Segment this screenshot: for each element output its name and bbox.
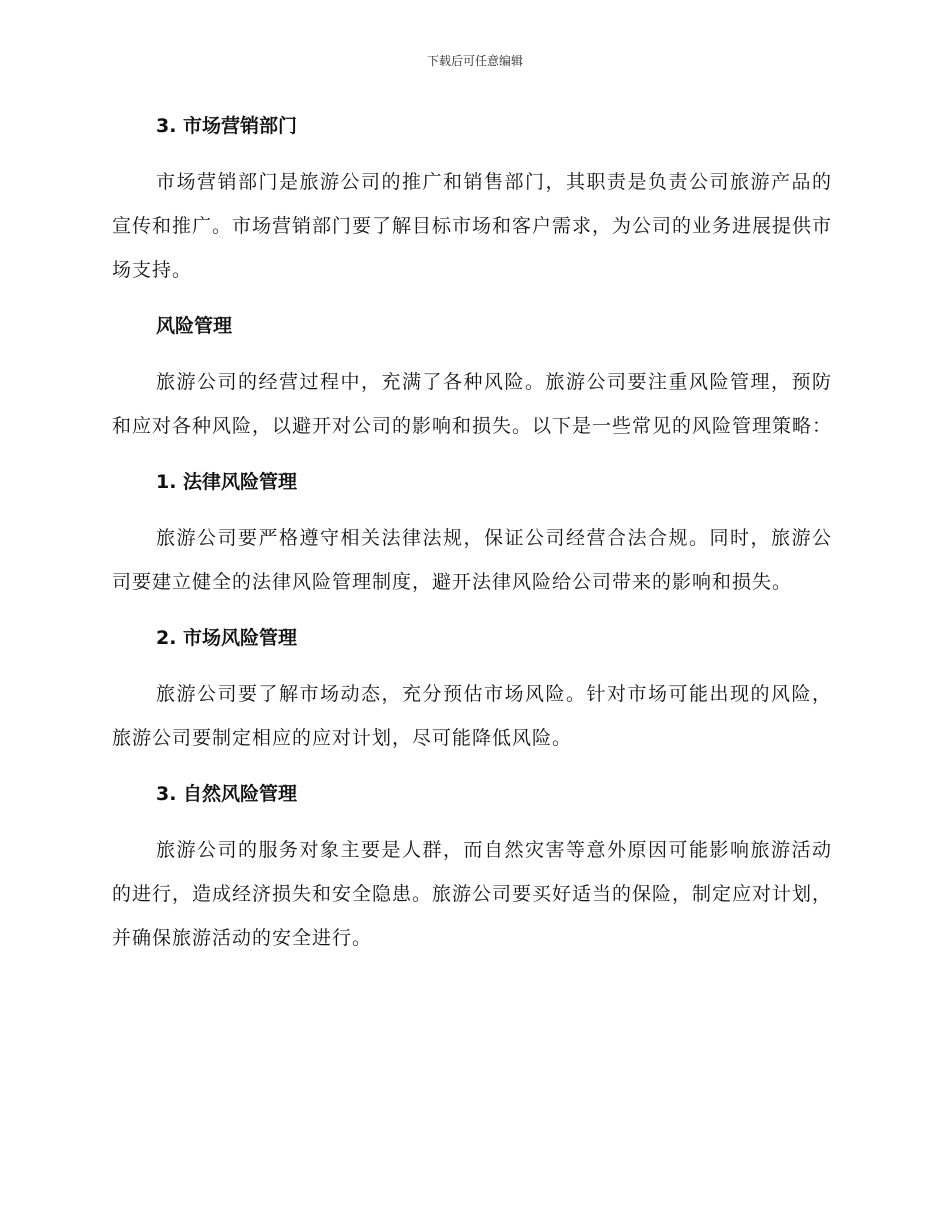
- section-paragraph-market-risk: 旅游公司要了解市场动态，充分预估市场风险。针对市场可能出现的风险，旅游公司要制定相应的应对计划，尽可能降低风险。: [112, 683, 832, 749]
- section-heading-market-risk: 2. 市场风险管理: [156, 627, 298, 649]
- document-body: [112, 108, 832, 960]
- section-heading-marketing: 3. 市场营销部门: [156, 115, 298, 137]
- section-paragraph-marketing: 市场营销部门是旅游公司的推广和销售部门，其职责是负责公司旅游产品的宣传和推广。市场营销部门要了解目标市场和客户需求，为公司的业务进展提供市场支持。: [112, 171, 833, 281]
- section-heading-legal-risk: 1. 法律风险管理: [156, 471, 298, 493]
- section-heading-risk-management: 风险管理: [156, 315, 233, 337]
- section-paragraph-legal-risk: 旅游公司要严格遵守相关法律法规，保证公司经营合法合规。同时，旅游公司要建立健全的法律风险管理制度，避开法律风险给公司带来的影响和损失。: [112, 527, 832, 593]
- section-heading-natural-risk: 3. 自然风险管理: [156, 783, 298, 805]
- section-paragraph-natural-risk: 旅游公司的服务对象主要是人群，而自然灾害等意外原因可能影响旅游活动的进行，造成经济损失和安全隐患。旅游公司要买好适当的保险，制定应对计划，并确保旅游活动的安全进行。: [112, 839, 833, 949]
- section-paragraph-risk-management: 旅游公司的经营过程中，充满了各种风险。旅游公司要注重风险管理，预防和应对各种风险，以避开对公司的影响和损失。以下是一些常见的风险管理策略：: [112, 371, 833, 437]
- page-header: 下载后可任意编辑: [426, 54, 523, 68]
